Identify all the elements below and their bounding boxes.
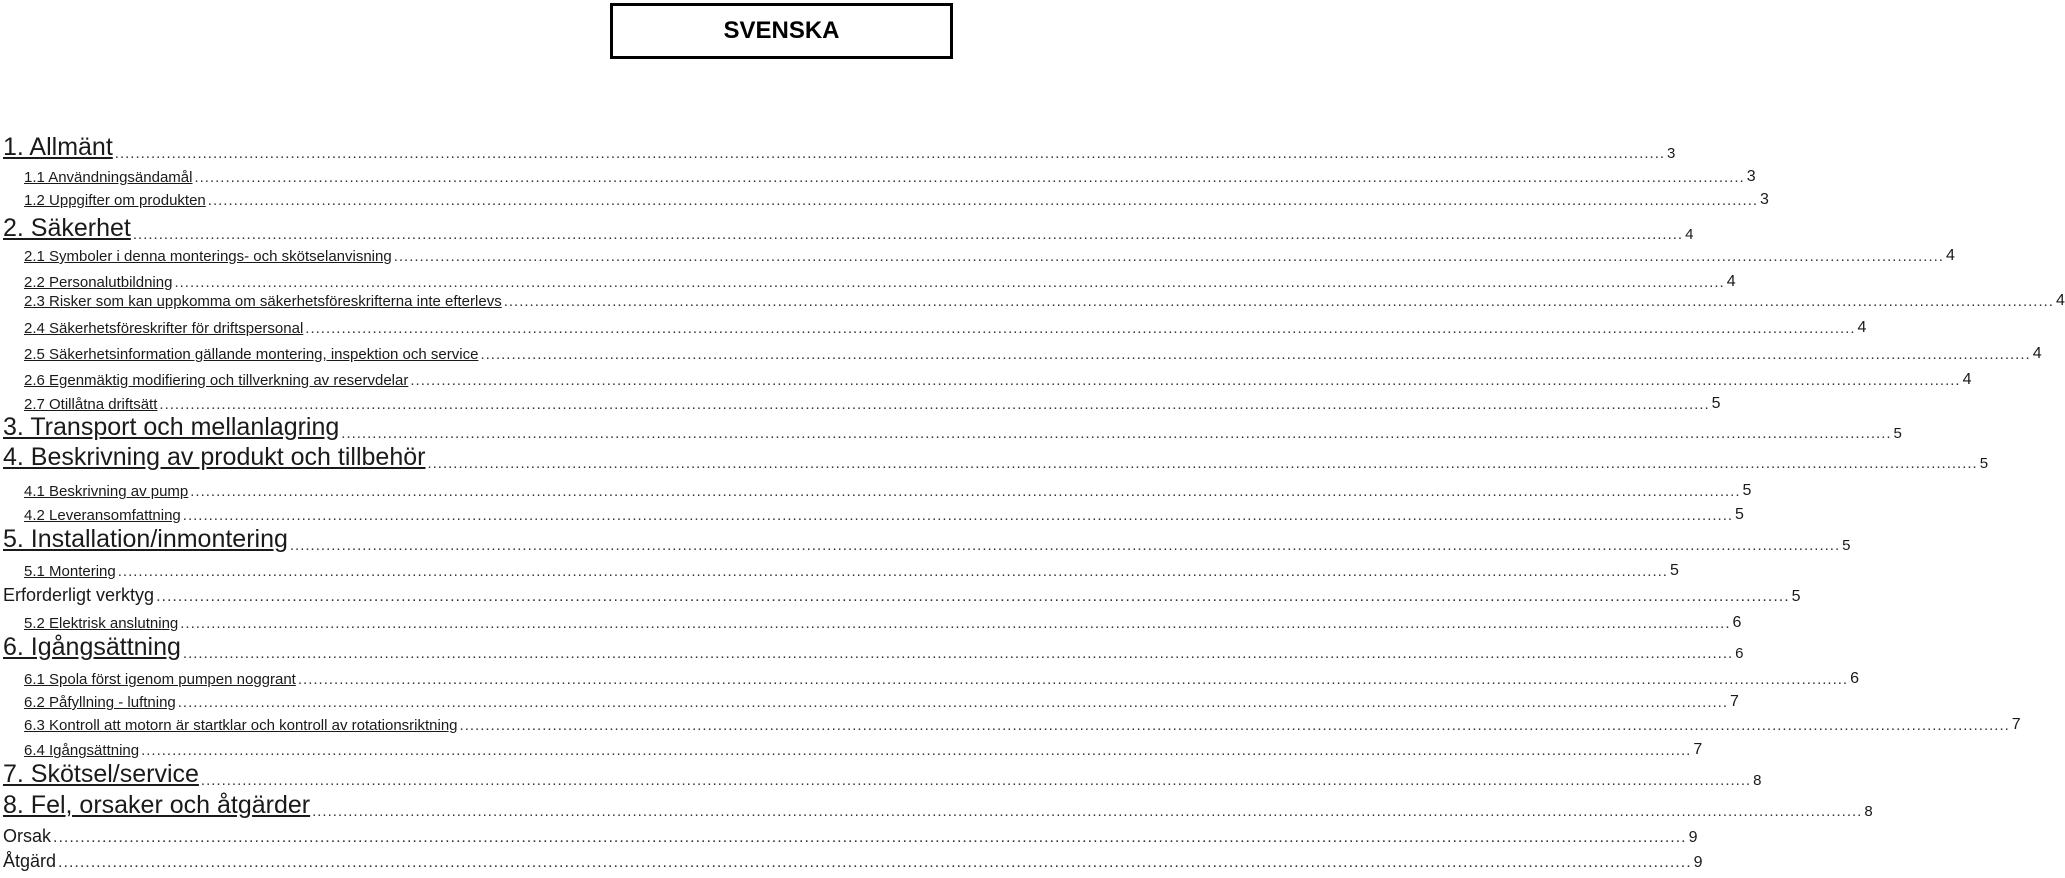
toc-entry[interactable] xyxy=(0,245,1955,265)
toc-leader-dots: ............................................................................................................................................................................................................................................................................................................ xyxy=(427,455,1978,472)
toc-page-number: 8 xyxy=(1753,772,1762,789)
toc-entry-title: 7. Skötsel/service xyxy=(3,760,199,788)
toc-page-number: 3 xyxy=(1760,191,1769,208)
toc-entry[interactable] xyxy=(0,560,1679,580)
toc-leader-dots: ............................................................................................................................................................................................................................................................................................................ xyxy=(289,537,1841,554)
toc-leader-dots: ............................................................................................................................................................................................................................................................................................................ xyxy=(156,588,1790,605)
toc-page-number: 5 xyxy=(1893,425,1902,442)
toc-leader-dots: ............................................................................................................................................................................................................................................................................................................ xyxy=(459,717,2010,734)
toc-leader-dots: ............................................................................................................................................................................................................................................................................................................ xyxy=(393,248,1944,265)
toc-leader-dots: ............................................................................................................................................................................................................................................................................................................ xyxy=(177,694,1729,711)
toc-page-number: 6 xyxy=(1732,614,1742,631)
toc-entry-title: 1. Allmänt xyxy=(3,133,113,161)
toc-entry-title: 6.2 Påfyllning - luftning xyxy=(24,694,176,711)
toc-page-number: 4 xyxy=(1857,319,1867,336)
toc-entry[interactable] xyxy=(0,189,1769,209)
toc-entry[interactable] xyxy=(0,739,1703,759)
toc-leader-dots: ............................................................................................................................................................................................................................................................................................................ xyxy=(174,274,1725,291)
toc-entry[interactable] xyxy=(0,612,1742,632)
toc-page-number: 9 xyxy=(1693,854,1703,871)
toc-entry-title: Åtgärd xyxy=(3,851,57,871)
toc-page-number: 4 xyxy=(1685,226,1694,243)
toc-entry[interactable] xyxy=(0,317,1867,337)
toc-leader-dots: ............................................................................................................................................................................................................................................................................................................ xyxy=(159,396,1710,413)
toc-leader-dots: ............................................................................................................................................................................................................................................................................................................ xyxy=(200,772,1752,789)
toc-entry-title: 2.4 Säkerhetsföreskrifter för driftspersonal xyxy=(24,320,304,337)
toc-leader-dots: ............................................................................................................................................................................................................................................................................................................ xyxy=(58,854,1692,871)
toc-leader-dots: ............................................................................................................................................................................................................................................................................................................ xyxy=(207,192,1759,209)
toc-entry[interactable] xyxy=(0,132,1676,162)
toc-page-number: 7 xyxy=(2011,716,2021,733)
toc-entry-title: 2.7 Otillåtna driftsätt xyxy=(24,396,158,413)
toc-entry-title: 6.4 Igångsättning xyxy=(24,742,140,759)
toc-leader-dots: ............................................................................................................................................................................................................................................................................................................ xyxy=(180,615,1731,632)
toc-entry[interactable] xyxy=(0,480,1752,500)
toc-leader-dots: ............................................................................................................................................................................................................................................................................................................ xyxy=(141,742,1692,759)
toc-page-number: 5 xyxy=(1979,455,1989,472)
toc-leader-dots: ............................................................................................................................................................................................................................................................................................................ xyxy=(53,829,1687,846)
toc-page-number: 3 xyxy=(1667,145,1676,162)
toc-page-number: 5 xyxy=(1669,562,1679,579)
toc-entry[interactable] xyxy=(0,524,1851,554)
toc-entry[interactable] xyxy=(0,759,1762,789)
toc-leader-dots: ............................................................................................................................................................................................................................................................................................................ xyxy=(341,425,1892,442)
toc-entry-title: 3. Transport och mellanlagring xyxy=(3,413,340,441)
toc-entry[interactable] xyxy=(0,584,1801,606)
toc-page-number: 5 xyxy=(1711,395,1721,412)
toc-entry[interactable] xyxy=(0,166,1756,186)
toc-entry-title: 6.3 Kontroll att motorn är startklar och kontroll av rotationsriktning xyxy=(24,717,458,734)
toc-leader-dots: ............................................................................................................................................................................................................................................................................................................ xyxy=(297,671,1849,688)
toc-entry[interactable] xyxy=(0,825,1698,847)
toc-page-number: 5 xyxy=(1842,537,1851,554)
toc-entry-title: 4. Beskrivning av produkt och tillbehör xyxy=(3,443,426,471)
toc-leader-dots: ............................................................................................................................................................................................................................................................................................................ xyxy=(117,563,1668,580)
toc-page-number: 6 xyxy=(1850,670,1860,687)
toc-entry-title: 8. Fel, orsaker och åtgärder xyxy=(3,791,311,819)
toc-entry-title: 4.1 Beskrivning av pump xyxy=(24,483,189,500)
toc-leader-dots: ............................................................................................................................................................................................................................................................................................................ xyxy=(114,145,1666,162)
toc-entry[interactable] xyxy=(0,714,2021,734)
toc-page-number: 7 xyxy=(1730,693,1739,710)
toc-entry-title: 5. Installation/inmontering xyxy=(3,525,288,553)
toc-entry-title: 2. Säkerhet xyxy=(3,214,131,242)
toc-entry-title: 2.5 Säkerhetsinformation gällande montering, inspektion och service xyxy=(24,346,479,363)
toc-entry-title: 6.1 Spola först igenom pumpen noggrant xyxy=(24,671,296,688)
toc-page-number: 4 xyxy=(2032,345,2042,362)
toc-entry-title: 4.2 Leveransomfattning xyxy=(24,507,181,524)
toc-leader-dots: ............................................................................................................................................................................................................................................................................................................ xyxy=(194,169,1745,186)
toc-page-number: 4 xyxy=(2055,292,2065,309)
toc-entry[interactable] xyxy=(0,691,1739,711)
toc-entry-title: 2.1 Symboler i denna monterings- och skötselanvisning xyxy=(24,248,392,265)
toc-page-number: 4 xyxy=(1945,247,1955,264)
toc-entry-title: 2.3 Risker som kan uppkomma om säkerhetsföreskrifterna inte efterlevs xyxy=(24,293,502,310)
toc-leader-dots: ............................................................................................................................................................................................................................................................................................................ xyxy=(480,346,2031,363)
toc-page-number: 5 xyxy=(1791,588,1801,605)
toc-page-number: 5 xyxy=(1742,482,1752,499)
toc-page-number: 5 xyxy=(1735,506,1744,523)
toc-leader-dots: ............................................................................................................................................................................................................................................................................................................ xyxy=(182,507,1734,524)
toc-page-number: 8 xyxy=(1864,803,1873,820)
toc-entry[interactable] xyxy=(0,369,1972,389)
toc-leader-dots: ............................................................................................................................................................................................................................................................................................................ xyxy=(503,293,2054,310)
toc-leader-dots: ............................................................................................................................................................................................................................................................................................................ xyxy=(410,372,1961,389)
toc-page-number: 7 xyxy=(1693,741,1703,758)
toc-entry[interactable] xyxy=(0,504,1744,524)
toc-entry-title: 1.1 Användningsändamål xyxy=(24,169,193,186)
toc-page-number: 4 xyxy=(1962,371,1972,388)
language-label: SVENSKA xyxy=(610,3,953,59)
toc-leader-dots: ............................................................................................................................................................................................................................................................................................................ xyxy=(312,803,1863,820)
toc-entry-title: 5.2 Elektrisk anslutning xyxy=(24,615,179,632)
toc-entry[interactable] xyxy=(0,393,1721,413)
toc-entry[interactable] xyxy=(0,213,1694,243)
toc-entry[interactable] xyxy=(0,343,2042,363)
toc-entry[interactable] xyxy=(0,290,2065,310)
toc-entry[interactable] xyxy=(0,271,1736,291)
toc-entry[interactable] xyxy=(0,442,1989,472)
toc-page-number: 9 xyxy=(1688,829,1698,846)
toc-leader-dots: ............................................................................................................................................................................................................................................................................................................ xyxy=(190,483,1741,500)
toc-leader-dots: ............................................................................................................................................................................................................................................................................................................ xyxy=(305,320,1856,337)
toc-entry[interactable] xyxy=(0,632,1744,662)
toc-page-number: 6 xyxy=(1735,645,1744,662)
toc-entry-title: Erforderligt verktyg xyxy=(3,585,155,605)
toc-entry-title: 2.6 Egenmäktig modifiering och tillverkning av reservdelar xyxy=(24,372,409,389)
toc-page-number: 3 xyxy=(1746,168,1756,185)
toc-leader-dots: ............................................................................................................................................................................................................................................................................................................ xyxy=(182,645,1734,662)
toc-entry-title: 1.2 Uppgifter om produkten xyxy=(24,192,206,209)
toc-entry[interactable] xyxy=(0,850,1703,872)
toc-entry-title: 5.1 Montering xyxy=(24,563,116,580)
toc-page-number: 4 xyxy=(1726,273,1736,290)
toc-leader-dots: ............................................................................................................................................................................................................................................................................................................ xyxy=(132,226,1684,243)
toc-entry[interactable] xyxy=(0,668,1860,688)
toc-entry-title: 6. Igångsättning xyxy=(3,633,181,661)
toc-entry[interactable] xyxy=(0,790,1873,820)
toc-entry-title: Orsak xyxy=(3,826,52,846)
toc-entry[interactable] xyxy=(0,412,1902,442)
toc-entry-title: 2.2 Personalutbildning xyxy=(24,274,173,291)
